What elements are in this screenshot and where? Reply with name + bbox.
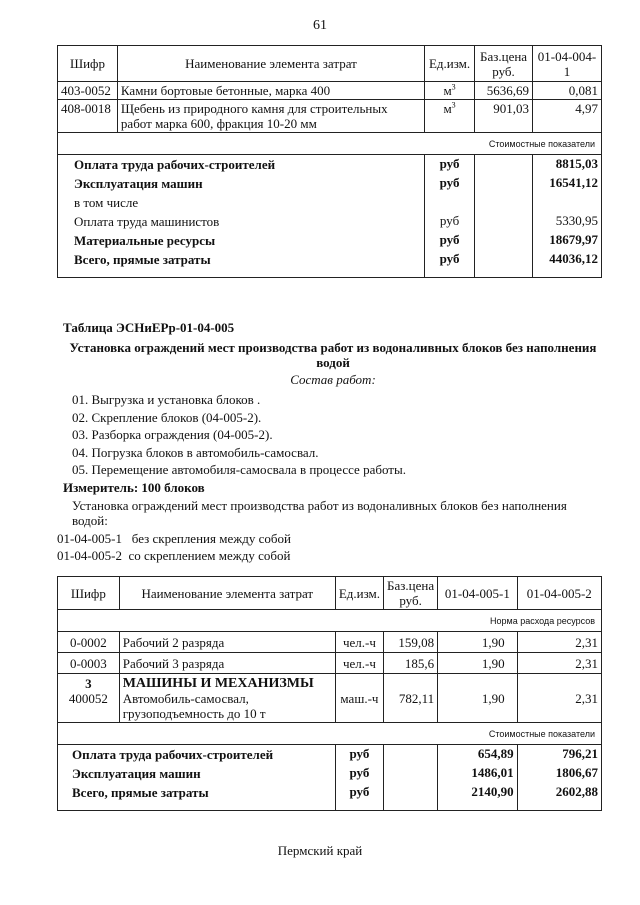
work-composition-label: Состав работ:	[290, 372, 376, 387]
cost-v1: 5330,95	[533, 212, 602, 231]
table-row	[58, 745, 602, 765]
cost-name: Оплата труда рабочих-строителей	[58, 745, 336, 765]
cost-section-label: Стоимостные показатели	[58, 723, 602, 745]
table-row	[58, 193, 602, 212]
table-row	[58, 174, 602, 193]
machine-row-name	[119, 674, 335, 723]
row-unit: чел.-ч	[335, 653, 383, 674]
table-row	[58, 764, 602, 783]
table2-cost-section-row	[58, 723, 602, 745]
cost-price-empty	[475, 174, 533, 193]
cost-price-empty	[384, 745, 438, 765]
cost-unit: руб	[425, 155, 475, 175]
cost-v1	[533, 193, 602, 212]
row-v1: 1,90	[438, 632, 517, 653]
row-price: 159,08	[384, 632, 438, 653]
row-v1: 1,90	[438, 674, 517, 723]
row-name: Камни бортовые бетонные, марка 400	[117, 82, 424, 100]
variant-code: 01-04-005-1	[57, 531, 122, 546]
table1-header-row	[58, 46, 602, 82]
row-price: 782,11	[384, 674, 438, 723]
cost-price-empty	[475, 250, 533, 278]
table2-header-price: Баз.цена руб.	[384, 577, 438, 610]
cost-price-empty	[475, 155, 533, 175]
variant-text: со скреплением между собой	[128, 548, 291, 563]
table2-header-v1: 01-04-005-1	[438, 577, 517, 610]
cost-unit: руб	[335, 783, 383, 811]
cost-unit: руб	[425, 231, 475, 250]
cost-v2: 1806,67	[517, 764, 601, 783]
work-item: 04. Погрузка блоков в автомобиль-самосвал.	[72, 445, 319, 460]
cost-name: Оплата труда машинистов	[58, 212, 425, 231]
table-row	[58, 82, 602, 100]
description-line1: Установка ограждений мест производства работ из водоналивных блоков без наполнения	[72, 498, 567, 513]
row-price: 5636,69	[475, 82, 533, 100]
cost-v1: 44036,12	[533, 250, 602, 278]
cost-unit	[425, 193, 475, 212]
row-unit: чел.-ч	[335, 632, 383, 653]
cost-v2: 796,21	[517, 745, 601, 765]
cost-section-label: Стоимостные показатели	[58, 133, 602, 155]
cost-name: Оплата труда рабочих-строителей	[58, 155, 425, 175]
row-unit: маш.-ч	[335, 674, 383, 723]
row-v2: 2,31	[517, 674, 601, 723]
machine-row-code	[58, 674, 120, 723]
row-name: Рабочий 3 разряда	[119, 653, 335, 674]
machine-group-num: 3	[85, 676, 92, 691]
cost-v2: 2602,88	[517, 783, 601, 811]
cost-v1: 1486,01	[438, 764, 517, 783]
table-row	[58, 250, 602, 278]
cost-name: Эксплуатация машин	[58, 764, 336, 783]
variant-item	[57, 548, 290, 564]
cost-price-empty	[475, 212, 533, 231]
table-row	[58, 212, 602, 231]
row-code: 400052	[68, 691, 108, 706]
row-price: 185,6	[384, 653, 438, 674]
cost-unit: руб	[425, 212, 475, 231]
work-item: 05. Перемещение автомобиля-самосвала в процессе работы.	[72, 462, 406, 477]
table1-header-name: Наименование элемента затрат	[117, 46, 424, 82]
work-item: 01. Выгрузка и установка блоков .	[72, 392, 261, 407]
work-item: 02. Скрепление блоков (04-005-2).	[72, 410, 262, 425]
measure-label: Измеритель: 100 блоков	[63, 480, 205, 495]
page-number: 61	[313, 18, 327, 33]
cost-unit: руб	[335, 745, 383, 765]
table1-header-unit: Ед.изм.	[425, 46, 475, 82]
cost-v1: 16541,12	[533, 174, 602, 193]
section-heading-line2: водой	[316, 355, 350, 370]
table-row	[58, 783, 602, 811]
table1-header-v1: 01-04-004-1	[533, 46, 602, 82]
table-row	[58, 674, 602, 723]
cost-v1: 18679,97	[533, 231, 602, 250]
variant-code: 01-04-005-2	[57, 548, 122, 563]
row-unit: $м^3$	[425, 82, 475, 100]
cost-price-empty	[384, 764, 438, 783]
norm-label: Норма расхода ресурсов	[58, 610, 602, 632]
row-v1: 1,90	[438, 653, 517, 674]
table-row	[58, 632, 602, 653]
page-footer: Пермский край	[277, 843, 363, 858]
machine-group-title: МАШИНЫ И МЕХАНИЗМЫ	[122, 676, 314, 691]
row-code: 0-0003	[58, 653, 120, 674]
row-name-line2: грузоподъемность до 10 т	[122, 706, 266, 721]
cost-name: в том числе	[58, 193, 425, 212]
table2-header-row	[58, 577, 602, 610]
row-v2: 2,31	[517, 653, 601, 674]
cost-unit: руб	[425, 174, 475, 193]
row-v1: 0,081	[533, 82, 602, 100]
description-line2: водой:	[72, 513, 108, 528]
variant-item	[57, 531, 291, 547]
row-name-line1: Автомобиль-самосвал,	[122, 691, 249, 706]
table2-header-code: Шифр	[58, 577, 120, 610]
row-code: 403-0052	[58, 82, 118, 100]
cost-unit: руб	[335, 764, 383, 783]
cost-price-empty	[384, 783, 438, 811]
cost-name: Эксплуатация машин	[58, 174, 425, 193]
row-name: Щебень из природного камня для строительных работ марка 600, фракция 10-20 мм	[117, 100, 424, 133]
cost-unit: руб	[425, 250, 475, 278]
row-unit: $м^3$	[425, 100, 475, 133]
table2-header-v2: 01-04-005-2	[517, 577, 601, 610]
work-item: 03. Разборка ограждения (04-005-2).	[72, 427, 273, 442]
row-price: 901,03	[475, 100, 533, 133]
variant-text: без скрепления между собой	[131, 531, 291, 546]
table-row	[58, 653, 602, 674]
row-name: Рабочий 2 разряда	[119, 632, 335, 653]
table2-header-name: Наименование элемента затрат	[119, 577, 335, 610]
resource-table-2	[57, 576, 602, 811]
cost-name: Всего, прямые затраты	[58, 783, 336, 811]
cost-name: Всего, прямые затраты	[58, 250, 425, 278]
cost-price-empty	[475, 231, 533, 250]
row-code: 0-0002	[58, 632, 120, 653]
table-row	[58, 155, 602, 175]
table1-cost-section-row	[58, 133, 602, 155]
table1-header-price: Баз.цена руб.	[475, 46, 533, 82]
table1-header-code: Шифр	[58, 46, 118, 82]
row-v2: 2,31	[517, 632, 601, 653]
table-row	[58, 100, 602, 133]
table2-norm-row	[58, 610, 602, 632]
row-code: 408-0018	[58, 100, 118, 133]
row-v1: 4,97	[533, 100, 602, 133]
cost-price-empty	[475, 193, 533, 212]
section-heading-line1: Установка ограждений мест производства работ из водоналивных блоков без наполнения	[69, 340, 597, 355]
table-row	[58, 231, 602, 250]
cost-v1: 2140,90	[438, 783, 517, 811]
cost-name: Материальные ресурсы	[58, 231, 425, 250]
table-title: Таблица ЭСНиЕРр-01-04-005	[63, 320, 235, 335]
resource-table-1	[57, 45, 602, 278]
cost-v1: 8815,03	[533, 155, 602, 175]
cost-v1: 654,89	[438, 745, 517, 765]
table2-header-unit: Ед.изм.	[335, 577, 383, 610]
